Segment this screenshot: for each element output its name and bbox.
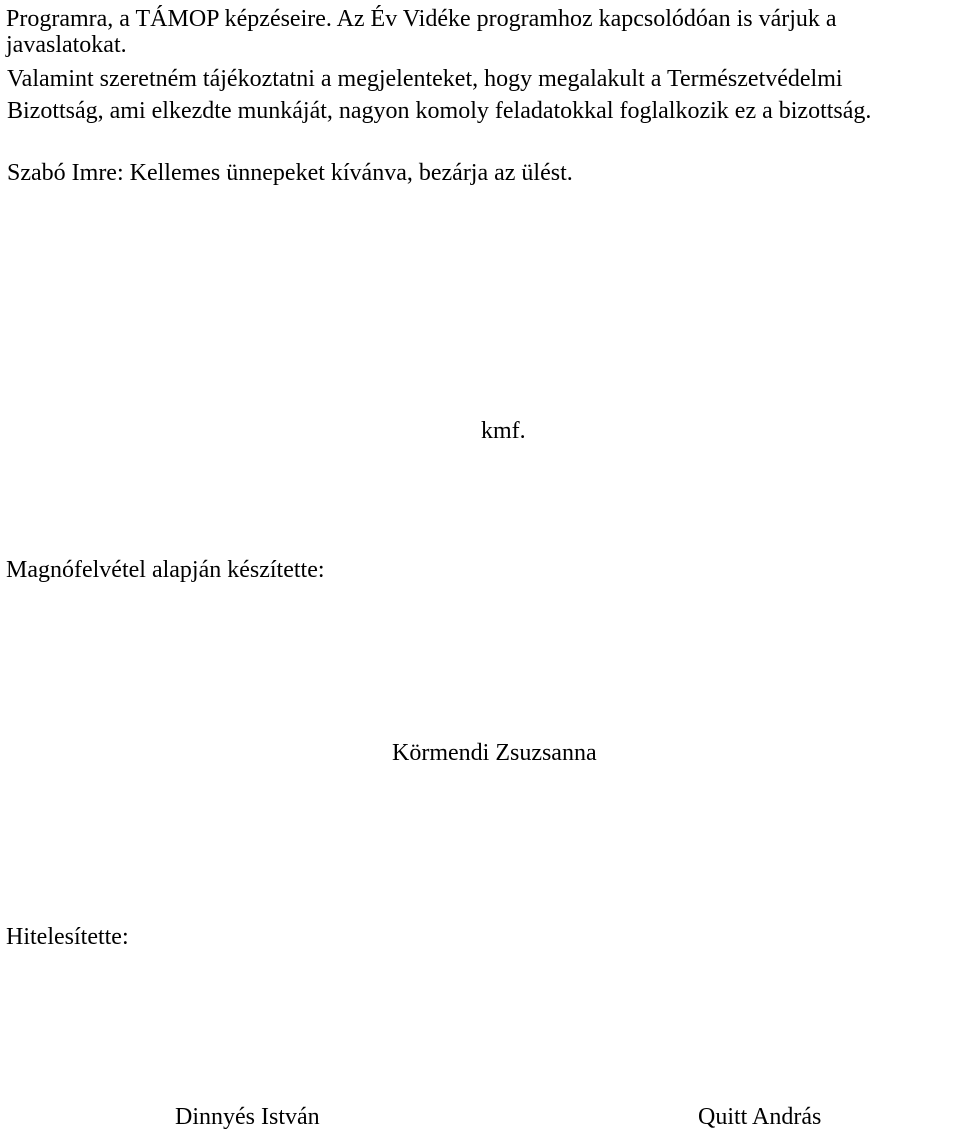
paragraph-line: javaslatokat.	[6, 32, 127, 58]
recorded-by-name: Körmendi Zsuzsanna	[392, 740, 597, 766]
recorded-by-label: Magnófelvétel alapján készítette:	[6, 557, 325, 583]
authenticated-by-label: Hitelesítette:	[6, 924, 129, 950]
closing-statement: Szabó Imre: Kellemes ünnepeket kívánva, bezárja az ülést.	[7, 160, 573, 186]
paragraph-line: Bizottság, ami elkezdte munkáját, nagyon komoly feladatokkal foglalkozik ez a bizottság.	[7, 98, 872, 124]
paragraph-line: Programra, a TÁMOP képzéseire. Az Év Vidéke programhoz kapcsolódóan is várjuk a	[6, 6, 837, 32]
paragraph-line: Valamint szeretném tájékoztatni a megjelenteket, hogy megalakult a Természetvédelmi	[7, 66, 843, 92]
authenticator-name: Dinnyés István	[175, 1104, 320, 1130]
authenticator-name: Quitt András	[698, 1104, 822, 1130]
kmf-mark: kmf.	[481, 418, 526, 444]
